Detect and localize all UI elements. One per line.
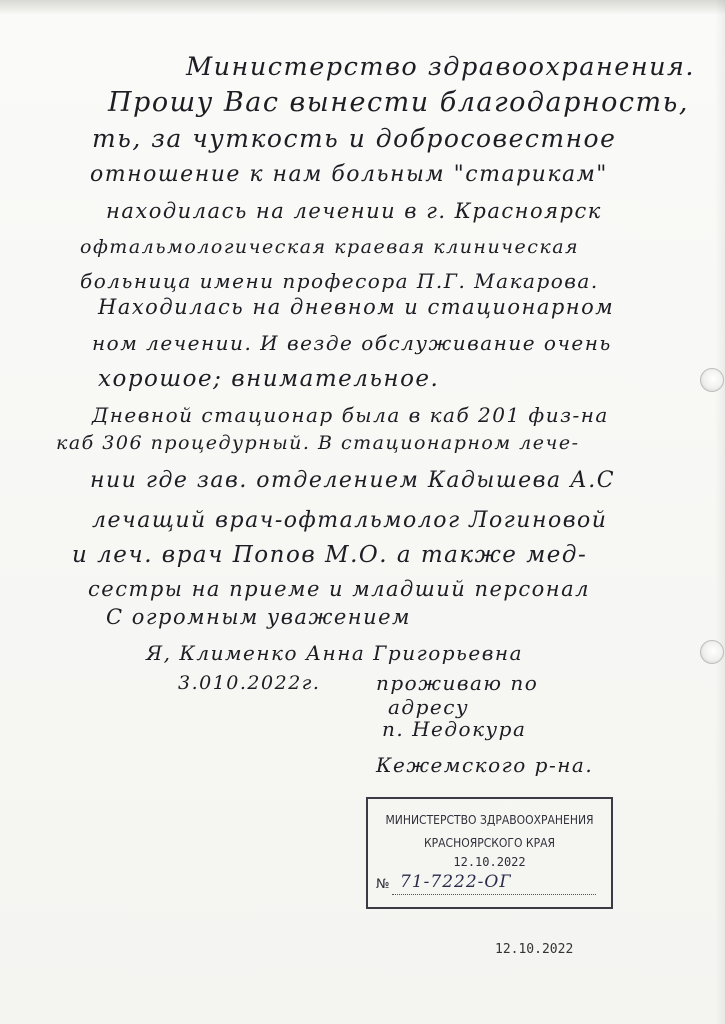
stamp-region: КРАСНОЯРСКОГО КРАЯ [424,836,555,850]
scan-right-edge [715,0,725,1024]
stamp-number-rule [392,894,596,895]
letter-line: Министерство здравоохранения. [186,52,696,82]
letter-line: отношение к нам больным "старикам" [90,162,608,187]
punch-hole-upper [700,368,724,392]
letter-line: С огромным уважением [106,605,411,629]
letter-line: адресу [388,695,470,719]
stamp-ministry: МИНИСТЕРСТВО ЗДРАВООХРАНЕНИЯ [385,813,594,827]
stamp-date: 12.10.2022 [453,855,526,869]
letter-line: каб 306 процедурный. В стационарном лече- [56,432,580,454]
letter-line: Дневной стационар была в каб 201 физ-на [92,403,609,427]
stamp-number-label: № [376,877,390,892]
stamp-number-value: 71-7222-ОГ [400,872,512,892]
letter-line: 3.010.2022г. [178,672,321,694]
letter-line: сестры на приеме и младший персонал [88,577,591,601]
letter-line: Я, Клименко Анна Григорьевна [146,641,524,665]
printed-date: 12.10.2022 [495,942,574,957]
letter-line: Прошу Вас вынести благодарность, [108,87,689,118]
letter-line: Находилась на дневном и стационарном [98,295,615,319]
scan-top-edge [0,0,725,14]
letter-line: Кежемского р-на. [376,753,594,777]
letter-line: проживаю по [376,671,539,695]
letter-line: нии где зав. отделением Кадышева А.С [90,468,616,493]
letter-line: п. Недокура [382,717,527,741]
letter-line: ть, за чуткость и добросовестное [92,124,617,153]
letter-line: ном лечении. И везде обслуживание очень [92,331,612,355]
punch-hole-lower [700,640,724,664]
letter-line: и леч. врач Попов М.О. а также мед- [72,542,588,568]
letter-line: больница имени професора П.Г. Макарова. [80,269,599,293]
letter-line: лечащий врач-офтальмолог Логиновой [92,508,608,533]
registration-stamp [366,797,613,909]
letter-line: находилась на лечении в г. Красноярск [106,199,602,223]
letter-line: офтальмологическая краевая клиническая [80,236,580,258]
letter-line: хорошое; внимательное. [98,366,440,392]
